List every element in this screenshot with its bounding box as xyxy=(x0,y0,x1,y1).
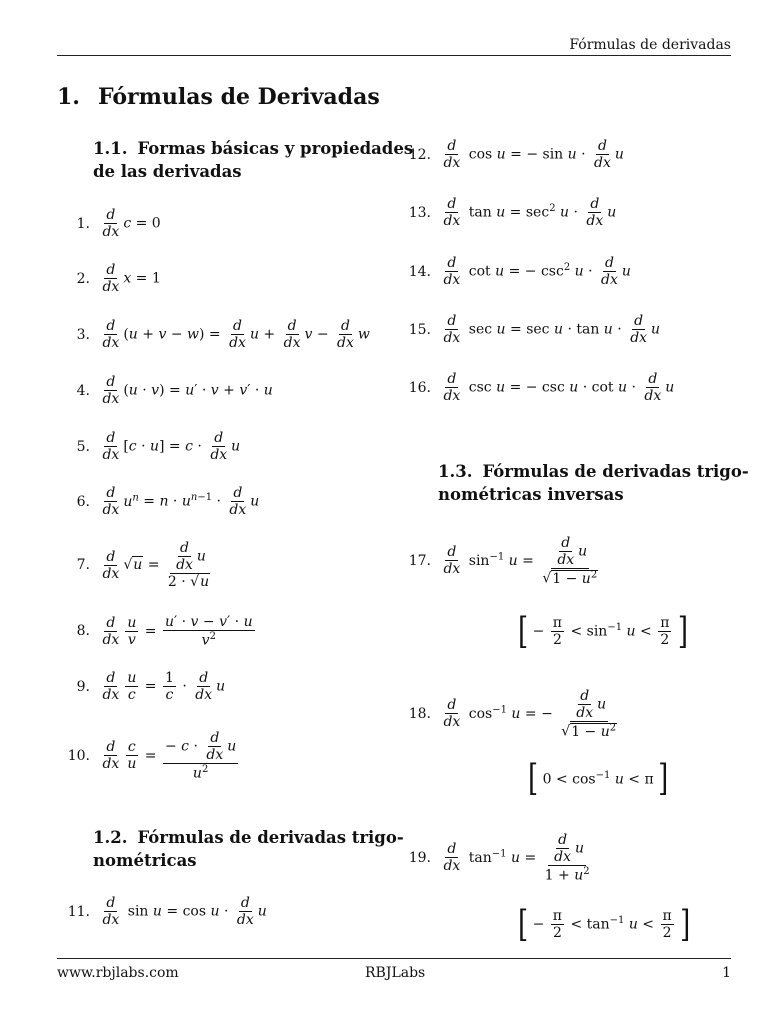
header-rule xyxy=(57,55,731,56)
formula-11: 11. $\frac{d}{dx}$ sin u = cos u · $\frac{d}{dx}$ u xyxy=(67,895,267,929)
formula-1: 1. $\frac{d}{dx}$ c = 0 xyxy=(76,207,161,241)
formula-3: 3. $\frac{d}{dx}$ (u + v − w) = $\frac{d}{dx}$ u + $\frac{d}{dx}$ v − $\frac{d}{dx}$ w xyxy=(76,318,370,352)
footer-brand: RBJLabs xyxy=(365,965,426,981)
running-header: Fórmulas de derivadas xyxy=(569,37,731,53)
formula-8: 8. $\frac{d}{dx}$ $\frac{u}{v}$ = $\frac{u' \cdot v - v' \cdot u}{v^2}$ xyxy=(76,614,253,649)
section-heading-1-2: 1.2. Fórmulas de derivadas trigo- nométricas xyxy=(93,828,404,870)
formula-19: 19. $\frac{d}{dx}$ $\tan^{-1} u$ = $\frac{d}{dx}$ u $1 + u^2$ xyxy=(408,832,590,884)
formula-10: 10. $\frac{d}{dx}$ $\frac{c}{u}$ = − c · $\frac{d}{dx}$ u $u^2$ xyxy=(67,730,237,782)
range-18: [ $0 < \cos^{-1} u < \pi$ ] xyxy=(528,758,669,800)
footer-rule xyxy=(57,958,731,959)
section-heading-1-1: 1.1. Formas básicas y propiedades de las derivadas xyxy=(93,139,414,181)
range-19: [ − $\frac{\pi}{2}$ < $\tan^{-1} u$ < $\frac{\pi}{2}$ ] xyxy=(518,903,691,946)
formula-17: 17. $\frac{d}{dx}$ $\sin^{-1} u$ = $\frac{d}{dx}$ u $√1 - u^2$ xyxy=(408,535,598,587)
formula-14: 14. $\frac{d}{dx}$ cot u = − $\csc^2 u$ · $\frac{d}{dx}$ u xyxy=(408,255,631,289)
formula-2: 2. $\frac{d}{dx}$ x = 1 xyxy=(76,262,161,296)
formula-12: 12. $\frac{d}{dx}$ cos u = − sin u · $\frac{d}{dx}$ u xyxy=(408,138,624,172)
formula-13: 13. $\frac{d}{dx}$ $\tan u = \sec^2 u$ · $\frac{d}{dx}$ u xyxy=(408,196,617,230)
formula-16: 16. $\frac{d}{dx}$ csc u = − csc u · cot u · $\frac{d}{dx}$ u xyxy=(408,371,675,405)
page-title: 1. Fórmulas de Derivadas xyxy=(57,84,380,110)
page-number: 1 xyxy=(722,965,731,981)
section-heading-1-3: 1.3. Fórmulas de derivadas trigo- nométricas inversas xyxy=(438,462,749,504)
formula-6: 6. $\frac{d}{dx}$ $u^n = n \cdot u^{n-1}$ · $\frac{d}{dx}$ u xyxy=(76,485,260,519)
formula-7: 7. $\frac{d}{dx}$ √u = $\frac{d}{dx}$ u 2 · √u xyxy=(76,540,210,591)
formula-9: 9. $\frac{d}{dx}$ $\frac{u}{c}$ = $\frac{1}{c}$ · $\frac{d}{dx}$ u xyxy=(76,670,226,704)
formula-4: 4. $\frac{d}{dx}$ (u · v) = u′ · v + v′ · u xyxy=(76,374,273,408)
formula-18: 18. $\frac{d}{dx}$ $\cos^{-1} u$ = − $\frac{d}{dx}$ u $√1 - u^2$ xyxy=(408,688,617,740)
range-17: [ − $\frac{\pi}{2}$ < $\sin^{-1} u$ < $\frac{\pi}{2}$ ] xyxy=(518,610,688,653)
formula-5: 5. $\frac{d}{dx}$ [c · u] = c · $\frac{d}{dx}$ u xyxy=(76,430,241,464)
formula-15: 15. $\frac{d}{dx}$ sec u = sec u · tan u · $\frac{d}{dx}$ u xyxy=(408,313,661,347)
footer-url: www.rbjlabs.com xyxy=(57,965,179,981)
